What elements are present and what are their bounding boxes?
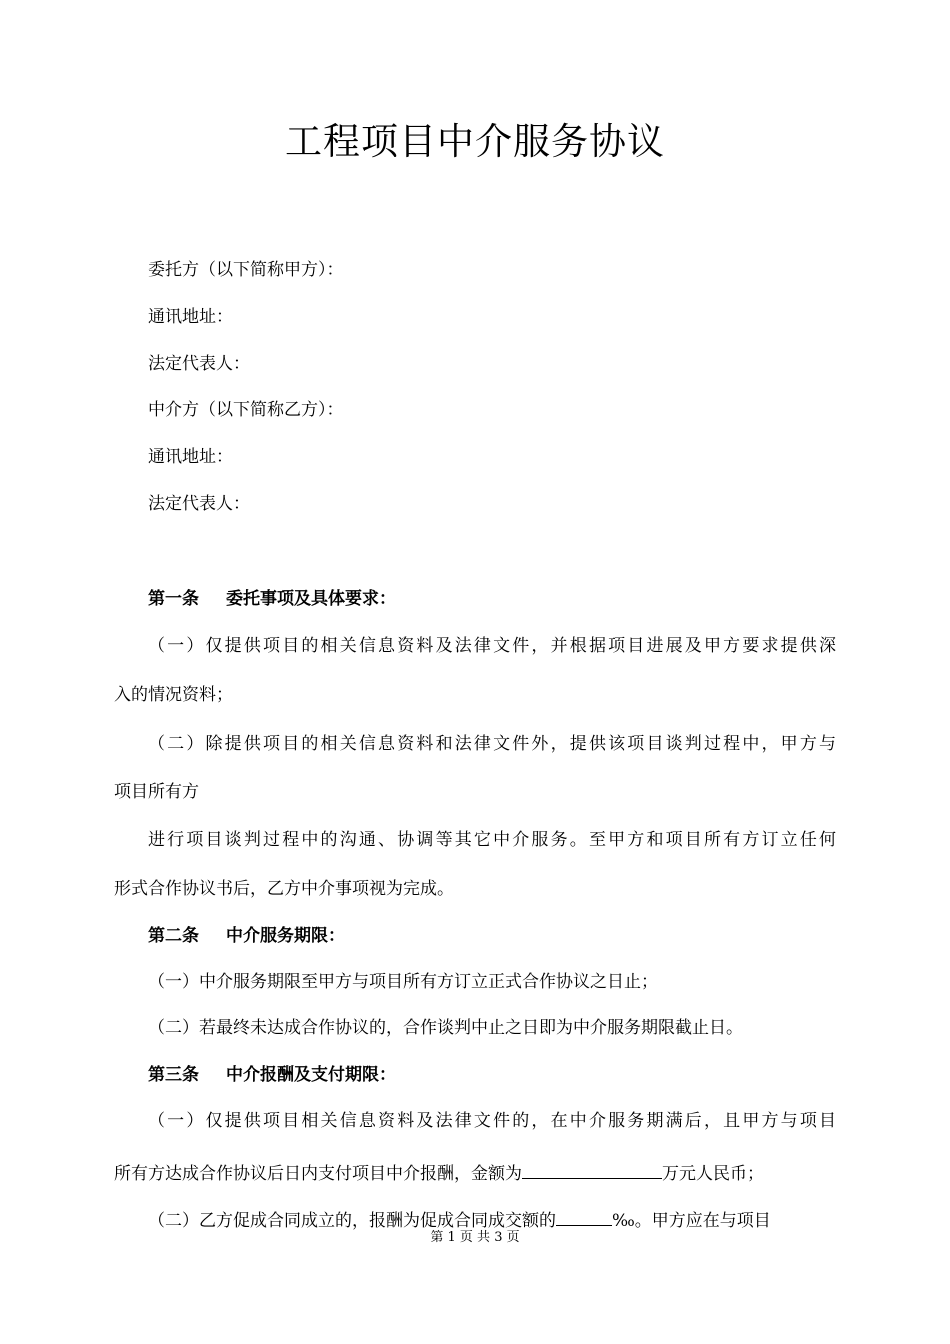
- client-party-line: 委托方（以下简称甲方）：: [148, 260, 344, 280]
- page-number-footer: 第 1 页 共 3 页: [430, 1230, 520, 1245]
- article1-item1-line1: （一）仅提供项目的相关信息资料及法律文件，并根据项目进展及甲方要求提供深: [148, 636, 836, 656]
- article3-item2-text: （二）乙方促成合同成立的，报酬为促成合同成交额的: [148, 1211, 556, 1231]
- article1-item2-line1: （二）除提供项目的相关信息资料和法律文件外，提供该项目谈判过程中，甲方与: [148, 734, 836, 754]
- article1-item2-line3: 进行项目谈判过程中的沟通、协调等其它中介服务。至甲方和项目所有方订立任何: [148, 830, 836, 850]
- article2-title: 中介服务期限：: [226, 926, 345, 946]
- article2-item1: （一）中介服务期限至甲方与项目所有方订立正式合作协议之日止；: [148, 972, 658, 992]
- article2-number: 第二条: [148, 926, 199, 946]
- article1-number: 第一条: [148, 589, 199, 609]
- agent-rep-line: 法定代表人：: [148, 494, 250, 514]
- article2-item2: （二）若最终未达成合作协议的，合作谈判中止之日即为中介服务期限截止日。: [148, 1018, 743, 1038]
- article3-heading: [148, 1063, 396, 1087]
- article1-title: 委托事项及具体要求：: [226, 589, 396, 609]
- article3-number: 第三条: [148, 1065, 199, 1085]
- client-rep-line: 法定代表人：: [148, 354, 250, 374]
- article3-item1-line2: [114, 1160, 764, 1186]
- article1-heading: [148, 587, 396, 611]
- article1-item1-line2: 入的情况资料；: [114, 685, 233, 705]
- commission-rate-blank: [556, 1207, 612, 1226]
- article1-item2-line4: 形式合作协议书后，乙方中介事项视为完成。: [114, 879, 454, 899]
- article1-item2-line2: 项目所有方: [114, 782, 199, 802]
- agent-party-line: 中介方（以下简称乙方）：: [148, 400, 344, 420]
- article3-title: 中介报酬及支付期限：: [226, 1065, 396, 1085]
- document-title: 工程项目中介服务协议: [285, 120, 665, 163]
- article3-item1-line2-text: 所有方达成合作协议后日内支付项目中介报酬，金额为: [114, 1164, 522, 1184]
- client-address-line: 通讯地址：: [148, 307, 233, 327]
- article3-item1-line1: （一）仅提供项目相关信息资料及法律文件的，在中介服务期满后，且甲方与项目: [148, 1111, 836, 1131]
- agent-address-line: 通讯地址：: [148, 447, 233, 467]
- fee-amount-blank: [522, 1160, 662, 1179]
- article3-item1-line2-suffix: 万元人民币；: [662, 1164, 764, 1184]
- article3-item2-suffix: ‰。甲方应在与项目: [612, 1211, 771, 1231]
- article2-heading: [148, 924, 345, 948]
